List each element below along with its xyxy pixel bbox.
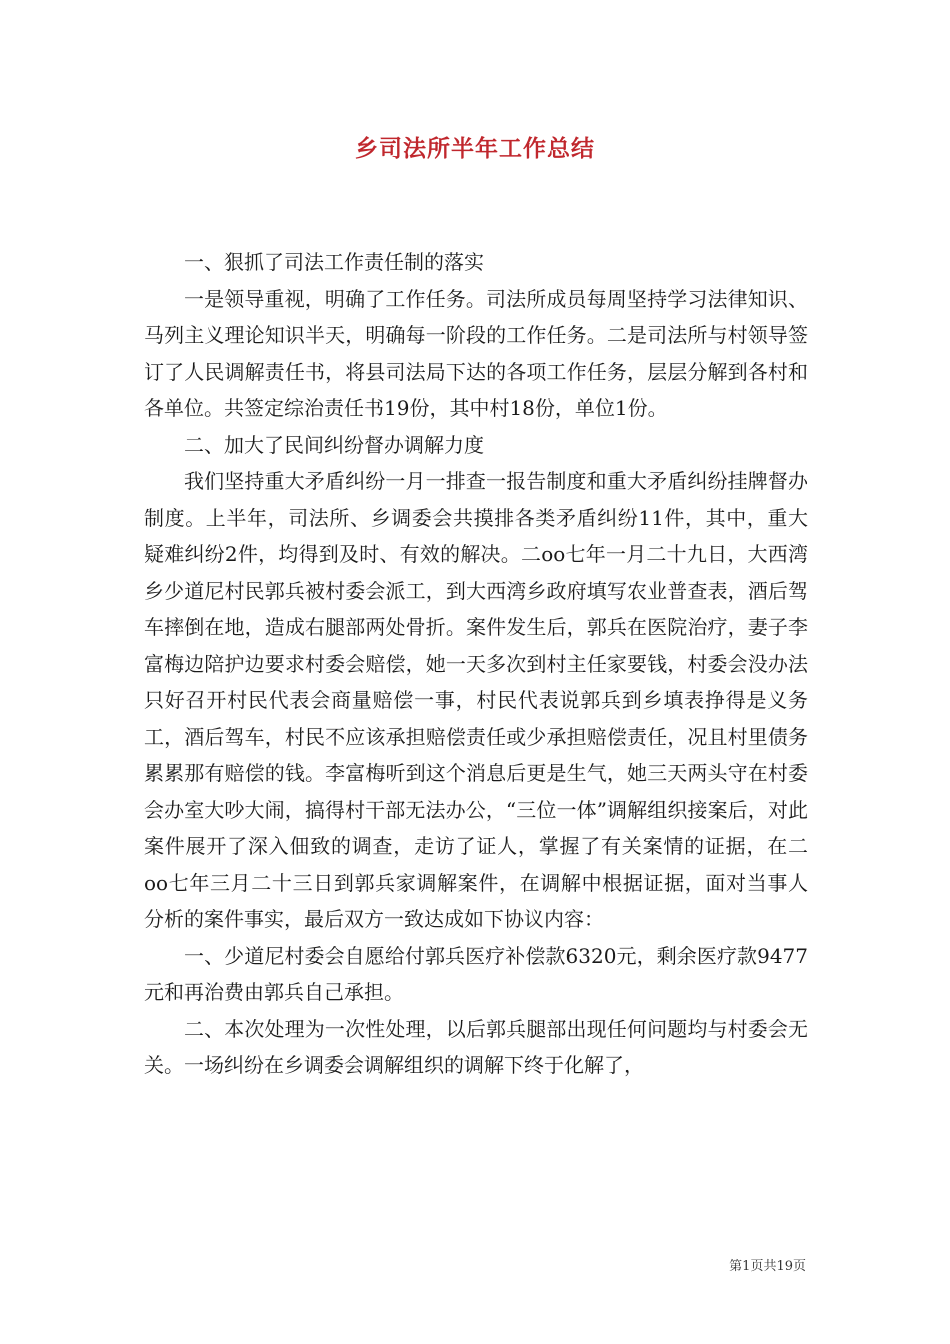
document-title: 乡司法所半年工作总结 — [355, 135, 595, 162]
agreement-item-1: 一、少道尼村委会自愿给付郭兵医疗补偿款6320元，剩余医疗款9477元和再治费由郭兵自己承担。 — [144, 943, 808, 1004]
page-number: 第1页共19页 — [729, 1259, 806, 1274]
body-paragraph: 一是领导重视，明确了工作任务。司法所成员每周坚持学习法律知识、马列主义理论知识半天，明确每一阶段的工作任务。二是司法所与村领导签订了人民调解责任书，将县司法局下达的各项工作任务，层层分解到各村和各单位。共签定综治责任书19份，其中村18份，单位1份。 — [144, 286, 808, 420]
body-paragraph: 我们坚持重大矛盾纠纷一月一排查一报告制度和重大矛盾纠纷挂牌督办制度。上半年，司法所、乡调委会共摸排各类矛盾纠纷11件，其中，重大疑难纠纷2件，均得到及时、有效的解决。二oo七年一月二十九日，大西湾乡少道尼村民郭兵被村委会派工，到大西湾乡政府填写农业普查表，酒后驾车摔倒在地，造成右腿部两处骨折。案件发生后，郭兵在医院治疗，妻子李富梅边陪护边要求村委会赔偿，她一天多次到村主任家要钱，村委会没办法只好召开村民代表会商量赔偿一事，村民代表说郭兵到乡填表挣得是义务工，酒后驾车，村民不应该承担赔偿责任或少承担赔偿责任，况且村里债务累累那有赔偿的钱。李富梅听到这个消息后更是生气，她三天两头守在村委会办室大吵大闹，搞得村干部无法办公，“三位一体”调解组织接案后，对此案件展开了深入佃致的调查，走访了证人，掌握了有关案情的证据，在二oo七年三月二十三日到郭兵家调解案件，在调解中根据证据，面对当事人分析的案件事实，最后双方一致达成如下协议内容： — [144, 469, 808, 931]
document-body — [144, 244, 808, 1084]
section-heading-2: 二、加大了民间纠纷督办调解力度 — [184, 432, 484, 457]
agreement-item-2: 二、本次处理为一次性处理，以后郭兵腿部出现任何问题均与村委会无关。一场纠纷在乡调委会调解组织的调解下终于化解了， — [144, 1016, 808, 1077]
section-heading-1: 一、狠抓了司法工作责任制的落实 — [184, 250, 484, 274]
